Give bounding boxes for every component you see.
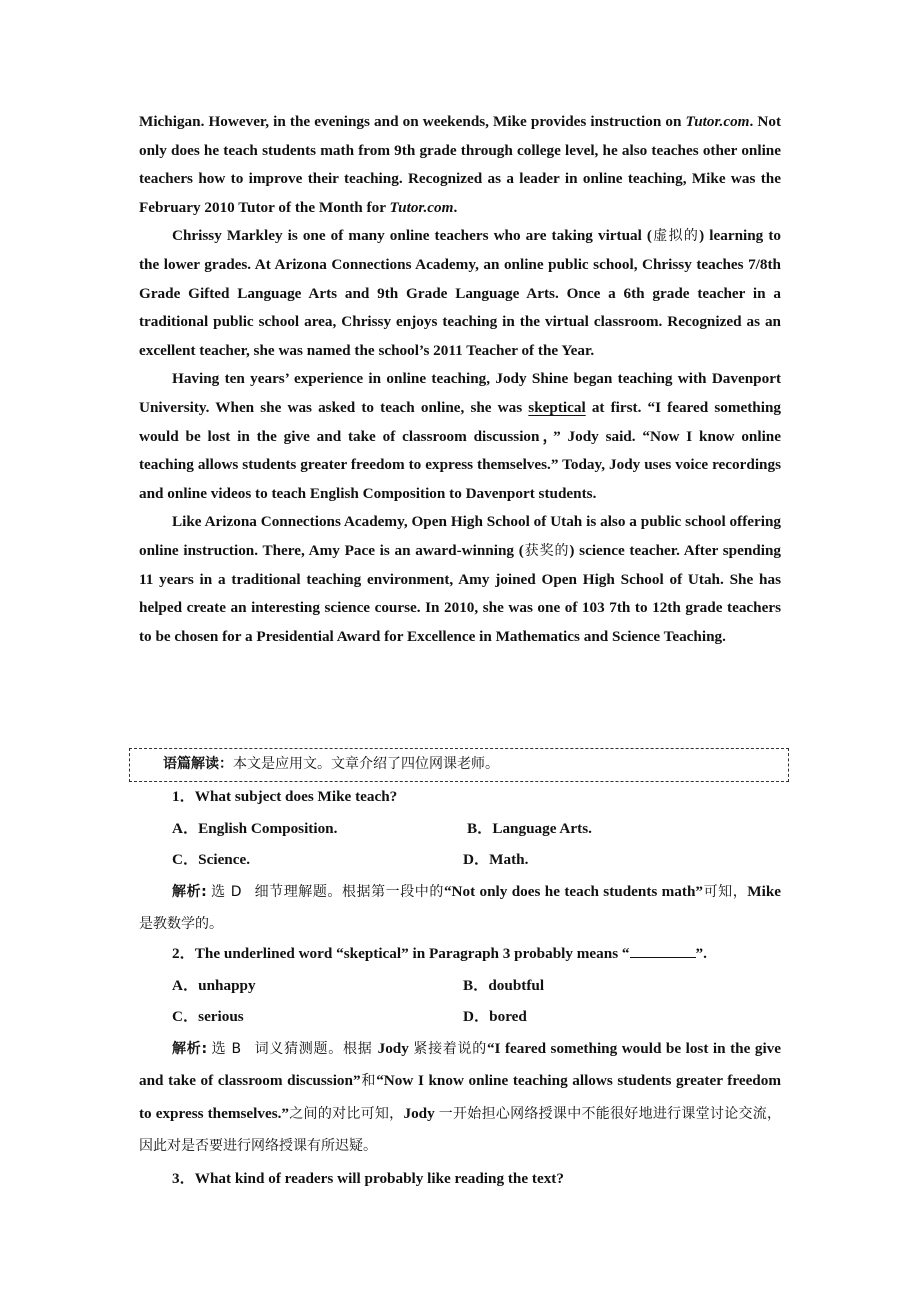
options-row-1 (139, 813, 781, 845)
summary-content: 本文是应用文。文章介绍了四位网课老师。 (233, 756, 499, 772)
options-row-1 (139, 970, 781, 1002)
text-run: Chrissy Markley is one of many online teachers who are taking virtual ( (172, 227, 652, 245)
text-run: Like Arizona Connections Academy, Open High School of Utah is also a public school offering online instruction. There, Amy Pace is an award-winning ( (139, 513, 781, 559)
question-text-before: The underlined word “skeptical” in Paragraph 3 probably means “ (194, 945, 630, 962)
paragraph-1 (139, 108, 781, 222)
question-1-stem: 1．What subject does Mike teach? (139, 781, 781, 813)
chinese-text: 一开始担心网络授课中不能很好地进行课堂讨论交流，因此对是否要进行网络授课有所迟疑。 (139, 1105, 782, 1154)
paragraph-3 (139, 365, 781, 508)
chinese-text: 细节理解题。根据第一段中的 (254, 883, 444, 900)
option-c[interactable]: C．serious (172, 1008, 244, 1025)
option-a[interactable]: A．English Composition. (172, 819, 338, 837)
chinese-text: 之间的对比可知， (289, 1105, 404, 1122)
options-row-2 (139, 844, 781, 876)
analysis-label: 解析: (172, 883, 207, 900)
chinese-text: 和 (360, 1073, 377, 1089)
question-1 (139, 781, 781, 941)
question-number: 1 (172, 788, 180, 805)
text-run: at first. “I feared something would be lost in the give and take of classroom discussion，” Jody said. “Now I know online teaching allows students greater freedom to express themselves.” Today, Jody uses voice recordings and online videos to teach English Composition to Davenport students. (139, 398, 781, 502)
option-d[interactable]: D．bored (463, 1008, 527, 1025)
options-row-2 (139, 1001, 781, 1033)
text-run: Jody (403, 1104, 439, 1122)
analysis-answer: 选 D (211, 883, 242, 900)
underlined-word: skeptical (528, 398, 586, 416)
option-a[interactable]: A．unhappy (172, 976, 256, 994)
summary-label: 语篇解读： (163, 756, 233, 772)
text-run: Jody (377, 1039, 414, 1057)
option-b[interactable]: B．Language Arts. (467, 819, 592, 837)
text-run: Having ten years’ experience in online teaching, Jody Shine began teaching with Davenport University. When she was asked to teach online, she was (139, 370, 781, 416)
chinese-text: 是教数学的。 (139, 916, 223, 932)
option-d[interactable]: D．Math. (463, 851, 529, 868)
chinese-text: 获奖的 (523, 542, 570, 559)
text-run: ) learning to the lower grades. At Arizona Connections Academy, an online public school, Chrissy teaches 7/8th Grade Gifted Language Arts and 9th Grade Language Arts. Once a 6th grade teacher in a traditional public school area, Chrissy enjoys teaching in the virtual classroom. Recognized as an excellent teacher, she was named the school’s 2011 Teacher of the Year. (139, 227, 782, 359)
text-run: “I feared something would be lost in the give and take of classroom discussion” (139, 1039, 782, 1089)
analysis-answer: 选 B (211, 1040, 242, 1057)
chinese-text: 可知， (703, 883, 748, 900)
analysis-label: 解析: (172, 1040, 208, 1057)
question-text-after: ”. (695, 945, 707, 962)
chinese-text: 紧接着说的 (413, 1040, 487, 1057)
paragraph-4 (139, 508, 781, 651)
passage (139, 108, 781, 651)
chinese-text: 虚拟的 (652, 228, 700, 245)
text-run: Michigan. However, in the evenings and on weekends, Mike provides instruction on (139, 113, 686, 130)
text-run: “Now I know online teaching allows students greater freedom to express themselves.” (139, 1072, 781, 1122)
question-1-analysis (139, 876, 781, 941)
question-text: What subject does Mike teach? (194, 788, 398, 805)
chinese-text: 词义猜测题。根据 (254, 1040, 378, 1057)
question-2-stem: 2．The underlined word “skeptical” in Paragraph 3 probably means “ ”. (139, 938, 781, 970)
option-b[interactable]: B．doubtful (463, 976, 545, 994)
question-text: What kind of readers will probably like reading the text? (194, 1169, 564, 1187)
italic-text: Tutor.com (685, 113, 750, 130)
question-number: 3 (172, 1169, 180, 1187)
question-3-stem: 3．What kind of readers will probably like reading the text? (139, 1163, 781, 1195)
option-c[interactable]: C．Science. (172, 851, 251, 868)
text-run: . Not only does he teach students math from 9th grade through college level, he also teaches other online teachers how to improve their teaching. Recognized as a leader in online teaching, Mike was the February 2010 Tutor of the Month for (139, 113, 782, 216)
text-run: . (453, 198, 458, 216)
text-run: “Not only does he teach students math” (443, 882, 703, 900)
text-run: Mike (747, 882, 782, 900)
question-2-analysis (139, 1033, 781, 1163)
summary-box (129, 748, 789, 782)
summary-text (163, 752, 499, 776)
question-2 (139, 938, 781, 1194)
italic-text: Tutor.com (389, 198, 454, 216)
answer-blank (630, 945, 696, 958)
text-run: ) science teacher. After spending 11 years in a traditional teaching environment, Amy joined Open High School of Utah. She has helped create an interesting science course. In 2010, she was one of 103 7th to 12th grade teachers to be chosen for a Presidential Award for Excellence in Mathematics and Science Teaching. (139, 541, 782, 645)
question-number: 2 (172, 945, 180, 962)
paragraph-2 (139, 222, 781, 365)
